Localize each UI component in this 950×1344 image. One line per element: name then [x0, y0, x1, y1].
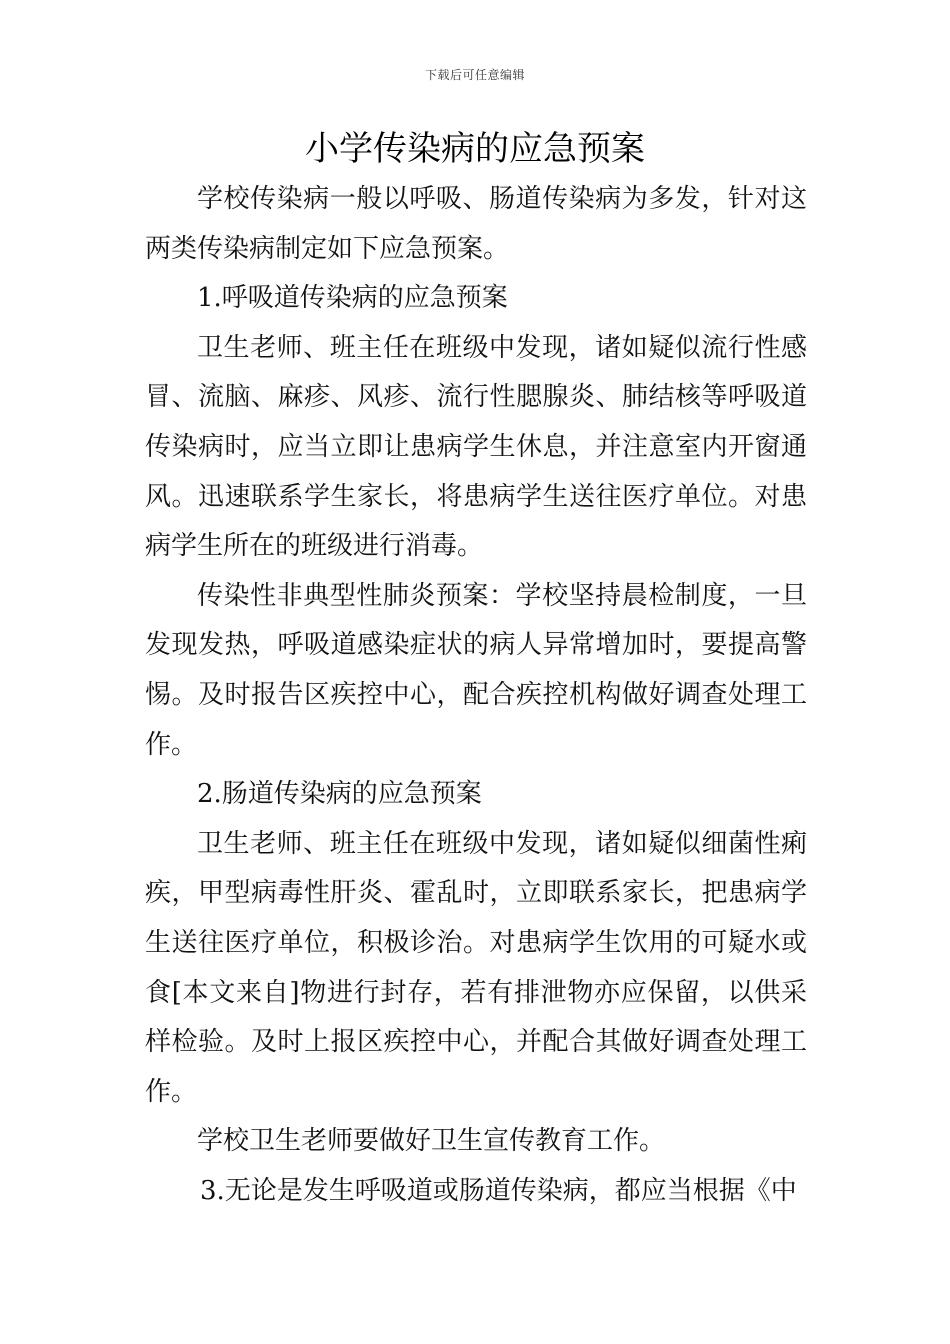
section-heading-respiratory: 1.呼吸道传染病的应急预案 — [197, 283, 508, 314]
intestinal-paragraph: 卫生老师、班主任在班级中发现，诸如疑似细菌性痢疾，甲型病毒性肝炎、霍乱时，立即联系家长，把患病学生送往医疗单位，积极诊治。对患病学生饮用的可疑水或食[本文来自]物进行封存，若有排泄物亦应保留，以供采样检验。及时上报区疾控中心，并配合其做好调查处理工作。 — [145, 828, 807, 1107]
page-title: 小学传染病的应急预案 — [305, 129, 645, 169]
intro-paragraph: 学校传染病一般以呼吸、肠道传染病为多发，针对这两类传染病制定如下应急预案。 — [145, 184, 807, 264]
respiratory-paragraph: 卫生老师、班主任在班级中发现，诸如疑似流行性感冒、流脑、麻疹、风疹、流行性腮腺炎、肺结核等呼吸道传染病时，应当立即让患病学生休息，并注意室内开窗通风。迅速联系学生家长，将患病学生送往医疗单位。对患病学生所在的班级进行消毒。 — [145, 332, 807, 562]
section-heading-intestinal: 2.肠道传染病的应急预案 — [197, 779, 482, 810]
document-body — [145, 175, 807, 1216]
sars-paragraph: 传染性非典型性肺炎预案：学校坚持晨检制度，一旦发现发热，呼吸道感染症状的病人异常增加时，要提高警惕。及时报告区疾控中心，配合疾控机构做好调查处理工作。 — [145, 580, 807, 760]
page-header-note: 下载后可任意编辑 — [424, 68, 525, 82]
section3-paragraph: 3.无论是发生呼吸道或肠道传染病，都应当根据《中 — [200, 1175, 797, 1206]
health-education-paragraph: 学校卫生老师要做好卫生宣传教育工作。 — [197, 1126, 666, 1157]
